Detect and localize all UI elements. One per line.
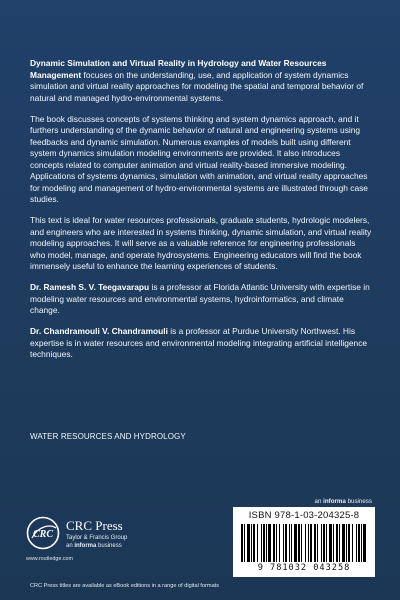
- barcode-bar: [241, 524, 243, 562]
- barcode-digits: 9 781032 043258: [257, 563, 351, 573]
- barcode-bar: [261, 524, 262, 562]
- barcode-bar: [289, 524, 290, 562]
- author-bio-2: [30, 326, 372, 361]
- crc-circle-logo-icon: [26, 516, 60, 550]
- barcode-bar: [253, 524, 255, 562]
- barcode-bar: [244, 524, 245, 562]
- author-bio-1: [30, 282, 372, 317]
- author-name-1: Dr. Ramesh S. V. Teegavarapu: [30, 282, 150, 292]
- barcode-bar: [333, 524, 334, 562]
- barcode-bar: [356, 524, 357, 562]
- author-bio-2-text: is a professor at Purdue University Northwest. His expertise is in water resources and environmental modeling integrating artificial intelligence techniques.: [30, 326, 368, 359]
- informa-tag-prefix: an: [314, 498, 324, 505]
- barcode-bar: [301, 524, 302, 562]
- isbn-number: ISBN 978-1-03-204325-8: [248, 510, 360, 521]
- logo-letters: CRC: [32, 529, 54, 540]
- publisher-business-prefix: an: [66, 543, 75, 549]
- barcode-bar: [317, 524, 318, 562]
- barcode-bar: [363, 524, 366, 562]
- informa-business-tag: [315, 498, 372, 505]
- publisher-website: www.routledge.com: [26, 556, 74, 562]
- publisher-business-suffix: business: [96, 543, 122, 549]
- informa-tag-bold: informa: [323, 498, 346, 505]
- barcode-bar: [314, 524, 316, 562]
- description-paragraph-1: [30, 58, 372, 104]
- barcode-bar: [326, 524, 327, 562]
- barcode-bar: [358, 524, 360, 562]
- barcode-bar: [329, 524, 332, 562]
- barcode-bar: [279, 524, 280, 562]
- author-bio-1-text: is a professor at Florida Atlantic University with expertise in modeling water resources and environmental systems, hydroinformatics, and climate change.: [30, 282, 370, 315]
- barcode-bar: [361, 524, 362, 562]
- barcode-bar: [294, 524, 297, 562]
- ebook-availability-note: CRC Press titles are available as eBook editions in a range of digital formats: [30, 583, 220, 589]
- barcode-bar: [323, 524, 325, 562]
- description-paragraph-2: The book discusses concepts of systems thinking and system dynamics approach, and it furthers understanding of the dynamic behavior of natural and engineering systems using feedbacks and dynamic simulation. Numerous examples of models built using different system dynamics simulation modeling environments are provided. It also introduces concepts related to computer animation and virtual reality-based immersive modeling. Applications of systems dynamics, simulation with animation, and virtual reality approaches for modeling and management of hydro-environmental systems are illustrated through case studies.: [30, 113, 368, 204]
- barcode-bar: [305, 524, 306, 562]
- barcode-bar: [283, 524, 284, 562]
- author-name-2: Dr. Chandramouli V. Chandramouli: [30, 326, 168, 336]
- barcode-bar: [257, 524, 258, 562]
- barcode-bar: [348, 524, 350, 562]
- ean-13-barcode-icon: [239, 524, 369, 564]
- publisher-group: Taylor & Francis Group: [66, 535, 128, 541]
- barcode-bar: [339, 524, 340, 562]
- barcode-bar: [336, 524, 338, 562]
- barcode-bar: [308, 524, 309, 562]
- isbn-barcode: [233, 507, 375, 577]
- publisher-business: [66, 543, 122, 549]
- barcode-bar: [276, 524, 277, 562]
- series-name: WATER RESOURCES AND HYDROLOGY: [30, 432, 186, 441]
- description-block: [30, 58, 372, 370]
- barcode-bar: [298, 524, 300, 562]
- barcode-bar: [285, 524, 287, 562]
- publisher-business-bold: informa: [74, 543, 97, 549]
- description-paragraph-3: This text is ideal for water resources professionals, graduate students, hydrologic modelers, and engineers who are interested in systems thinking, dynamic simulation, and virtual reality modeling approaches. It will serve as a valuable reference for engineering professionals who model, manage, and operate hydrosystems. Engineering educators will find the book immensely useful to enhance the learning experiences of students.: [30, 215, 372, 271]
- publisher-name: CRC Press: [66, 518, 123, 533]
- description-paragraph-1-text: focuses on the understanding, use, and application of system dynamics simulation and virtual reality approaches for modeling the spatial and temporal behavior of natural and managed hydro-environmental systems.: [30, 69, 364, 103]
- barcode-bar: [352, 524, 353, 562]
- barcode-bar: [266, 524, 267, 562]
- barcode-bar: [321, 524, 322, 562]
- barcode-bar: [251, 524, 252, 562]
- barcode-bar: [310, 524, 312, 562]
- barcode-bar: [263, 524, 265, 562]
- book-title: Dynamic Simulation and Virtual Reality in Hydrology and Water Resources Management: [30, 58, 327, 80]
- barcode-bar: [273, 524, 275, 562]
- informa-tag-suffix: business: [345, 498, 372, 505]
- barcode-bar: [268, 524, 271, 562]
- barcode-bar: [342, 524, 345, 562]
- barcode-bar: [247, 524, 250, 562]
- barcode-bar: [346, 524, 347, 562]
- publisher-logo: [26, 516, 136, 556]
- barcode-bar: [291, 524, 292, 562]
